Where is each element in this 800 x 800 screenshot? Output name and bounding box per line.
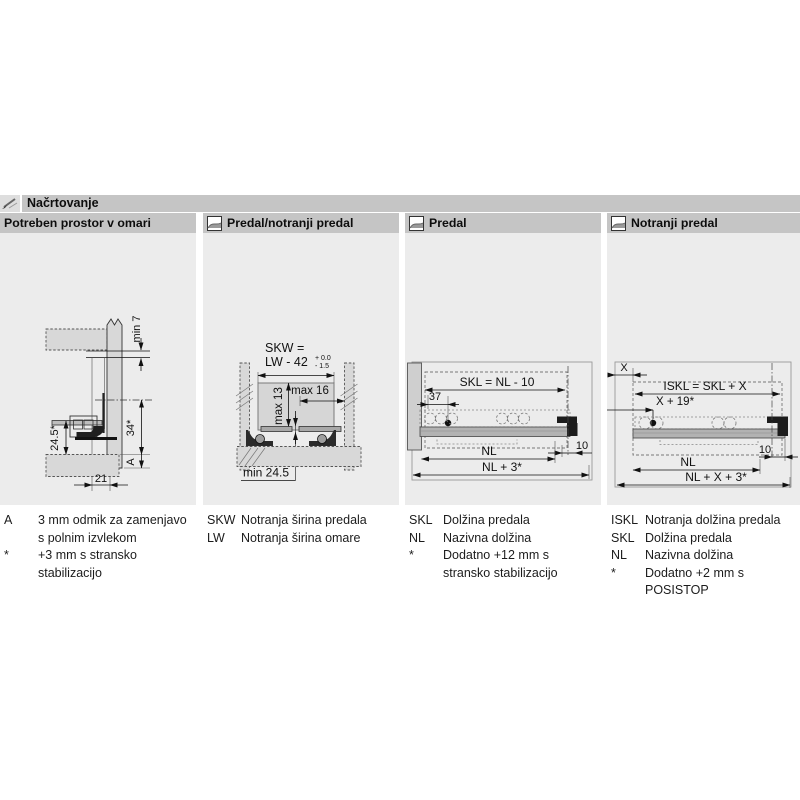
skw-formula-line2: LW - 42 (265, 355, 308, 369)
legend-term: * (4, 548, 9, 562)
cabinet-bottom-panel (237, 447, 361, 467)
column-body (203, 233, 399, 505)
legend-term: * (611, 565, 616, 580)
legend-def: Nazivna dolžina (645, 548, 734, 562)
legend-row (409, 512, 601, 530)
column-title: Notranji predal (631, 216, 718, 230)
legend-term: ISKL (611, 513, 639, 527)
section-title: Načrtovanje (27, 196, 99, 210)
x19-dimension (607, 410, 653, 419)
dim-21-label: 21 (94, 473, 108, 485)
drawer-slide-thumb-icon (207, 216, 222, 231)
column-header (0, 213, 196, 233)
legend-term: * (409, 548, 414, 562)
slide-profiles (246, 430, 336, 446)
legend-def: Notranja širina omare (241, 530, 361, 545)
column-header (405, 213, 601, 233)
rail-assembly (420, 410, 570, 444)
drawer-front-panel (107, 319, 122, 468)
dim-10-label: 10 (758, 444, 772, 456)
diagram-drawer-width (203, 233, 399, 505)
column-header (607, 213, 800, 233)
dim-max16-label: max 16 (291, 385, 329, 397)
diagram-drawer-length (405, 233, 601, 505)
diagram-cabinet-space (0, 233, 196, 505)
legend-term: SKW (207, 513, 236, 527)
column-inner-drawer (607, 213, 800, 505)
cabinet-top-panel (46, 329, 107, 350)
legend-def: Dodatno +2 mm s POSISTOP (645, 565, 745, 597)
legend-def: Notranja širina predala (241, 513, 367, 527)
dim-min245-label: min 24.5 (243, 465, 290, 480)
legend-row (4, 512, 196, 547)
skw-dimension (258, 372, 334, 383)
legend-inner-drawer (611, 512, 799, 600)
legend-def: Nazivna dolžina (443, 530, 532, 545)
column-title: Predal/notranji predal (227, 216, 354, 230)
column-title: Potreben prostor v omari (4, 216, 151, 230)
dim-x-label: X (620, 362, 628, 374)
dim-x19-label: X + 19* (656, 396, 695, 408)
legend-term: SKL (409, 513, 433, 527)
legend-drawer (409, 512, 601, 582)
drawer-slide-thumb-icon (409, 216, 424, 231)
pencil-plan-icon (0, 195, 22, 212)
rail-assembly (633, 417, 785, 445)
legend-row (611, 512, 799, 530)
column-body (405, 233, 601, 505)
column-drawer-inner-drawer (203, 213, 399, 505)
legend-required-space (4, 512, 196, 582)
column-body (607, 233, 800, 505)
legend-term: NL (611, 548, 627, 562)
skw-formula-line1: SKW = (265, 341, 305, 355)
legend-def: +3 mm s stransko stabilizacijo (38, 548, 137, 580)
section-header-bar (0, 195, 800, 212)
drawer-slide-thumb-icon (611, 216, 626, 231)
legend-def: Notranja dolžina predala (645, 513, 781, 527)
dim-10-label: 10 (575, 440, 589, 452)
legend-row (207, 530, 399, 548)
dim-nl-label: NL (481, 444, 497, 458)
dim-nl-label: NL (680, 455, 696, 469)
column-title: Predal (429, 216, 467, 230)
dim-a-label: A (125, 458, 137, 466)
column-drawer (405, 213, 601, 505)
legend-drawer-inner-drawer (207, 512, 399, 547)
cabinet-bottom-panel (46, 455, 119, 477)
dim-min7-label: min 7 (131, 315, 143, 343)
legend-def: Dolžina predala (645, 530, 732, 545)
cabinet-front-panel (408, 363, 422, 450)
legend-row (409, 547, 601, 582)
legend-row (611, 547, 799, 565)
legend-term: SKL (611, 530, 635, 545)
legend-def: 3 mm odmik za zamenjavo s polnim izvlekom (38, 513, 187, 545)
diagram-inner-drawer-length (607, 233, 800, 505)
legend-term: NL (409, 530, 425, 545)
skw-tolerance-minus: - 1.5 (315, 363, 330, 370)
legend-term: LW (207, 530, 225, 545)
legend-def: Dodatno +12 mm s stransko stabilizacijo (443, 548, 558, 580)
dim-iskl-label: ISKL = SKL + X (663, 379, 747, 393)
column-required-space (0, 213, 196, 505)
column-header (203, 213, 399, 233)
dim-245-label: 24.5* (49, 425, 61, 451)
dim-37-label: 37 (428, 391, 442, 403)
dim-nlx3-label: NL + X + 3* (685, 470, 747, 484)
dim-skl-label: SKL = NL - 10 (459, 375, 535, 389)
dim-max13-label: max 13 (273, 387, 285, 425)
legend-term: A (4, 513, 13, 527)
legend-row (611, 530, 799, 548)
legend-row (207, 512, 399, 530)
dim-34-label: 34* (125, 419, 137, 437)
legend-row (4, 547, 196, 582)
skw-tolerance-plus: + 0.0 (315, 355, 331, 362)
legend-def: Dolžina predala (443, 513, 530, 527)
dim-nl3-label: NL + 3* (482, 460, 522, 474)
column-body (0, 233, 196, 505)
legend-row (409, 530, 601, 548)
drawer-bottom-bars (261, 427, 341, 432)
legend-row (611, 565, 799, 600)
